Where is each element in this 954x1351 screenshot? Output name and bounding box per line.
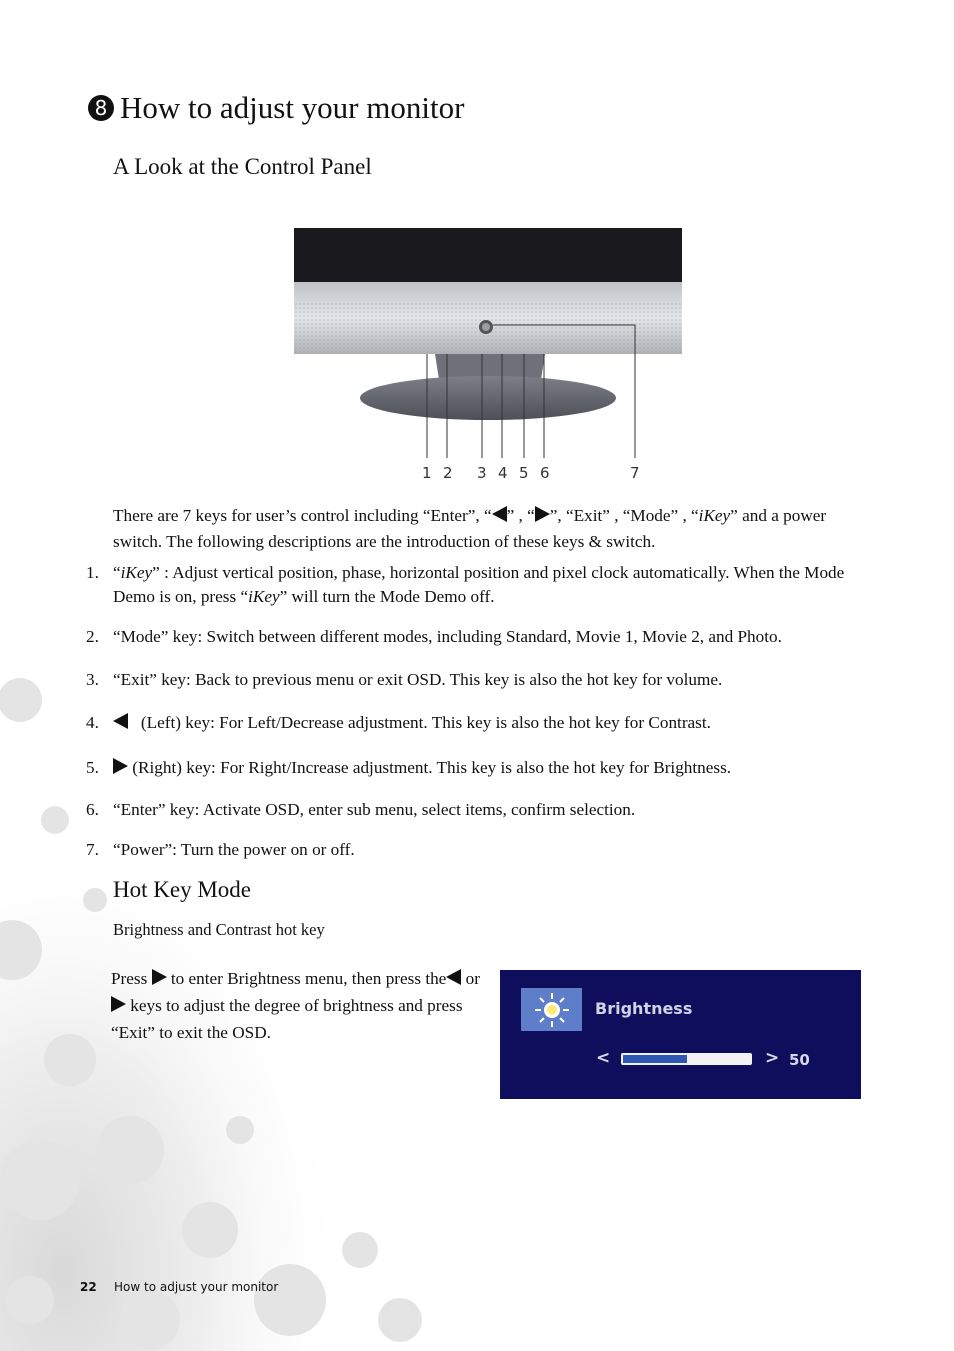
right-arrow-icon (535, 506, 550, 522)
osd-icon-box (521, 988, 582, 1031)
callout-6: 6 (540, 464, 550, 482)
right-arrow-icon (152, 969, 167, 985)
callout-2: 2 (443, 464, 453, 482)
footer-title: How to adjust your monitor (114, 1280, 279, 1294)
chapter-title: How to adjust your monitor (120, 90, 465, 125)
hotkey-description: Press to enter Brightness menu, then press the or keys to adjust the degree of brightness and press “Exit” to exit the OSD. (111, 969, 480, 1042)
monitor-screen (294, 228, 682, 282)
brightness-level-bar (621, 1053, 752, 1065)
intro-paragraph: There are 7 keys for user’s control including “Enter”, “ ” , “ ”, “Exit” , “Mode” , “iKey” and a power switch. The following descriptions are the introduction of these keys & switch. (113, 506, 827, 551)
left-arrow-icon (446, 969, 461, 985)
left-arrow-icon (492, 506, 507, 522)
brightness-value: 50 (789, 1051, 810, 1069)
callout-5: 5 (519, 464, 529, 482)
section-title: A Look at the Control Panel (113, 154, 372, 179)
right-arrow-icon (111, 996, 126, 1012)
osd-right-arrow: > (765, 1048, 780, 1068)
chapter-number-badge: 8 (88, 95, 114, 121)
monitor-control-panel-figure (290, 226, 690, 488)
brightness-osd-screenshot (500, 970, 861, 1099)
chapter-heading (88, 90, 464, 126)
hotkey-subtitle: Brightness and Contrast hot key (113, 920, 325, 939)
callout-7: 7 (630, 464, 640, 482)
callout-labels (422, 464, 640, 482)
hotkey-mode-title: Hot Key Mode (113, 877, 251, 902)
callout-1: 1 (422, 464, 432, 482)
monitor-base (360, 376, 616, 420)
page-number: 22 (80, 1280, 97, 1294)
right-arrow-icon (113, 758, 128, 774)
brightness-level-fill (623, 1055, 687, 1063)
osd-left-arrow: < (596, 1048, 611, 1068)
callout-4: 4 (498, 464, 508, 482)
left-arrow-icon (113, 713, 128, 729)
callout-3: 3 (477, 464, 487, 482)
osd-title: Brightness (595, 999, 693, 1018)
sun-icon (532, 991, 572, 1029)
